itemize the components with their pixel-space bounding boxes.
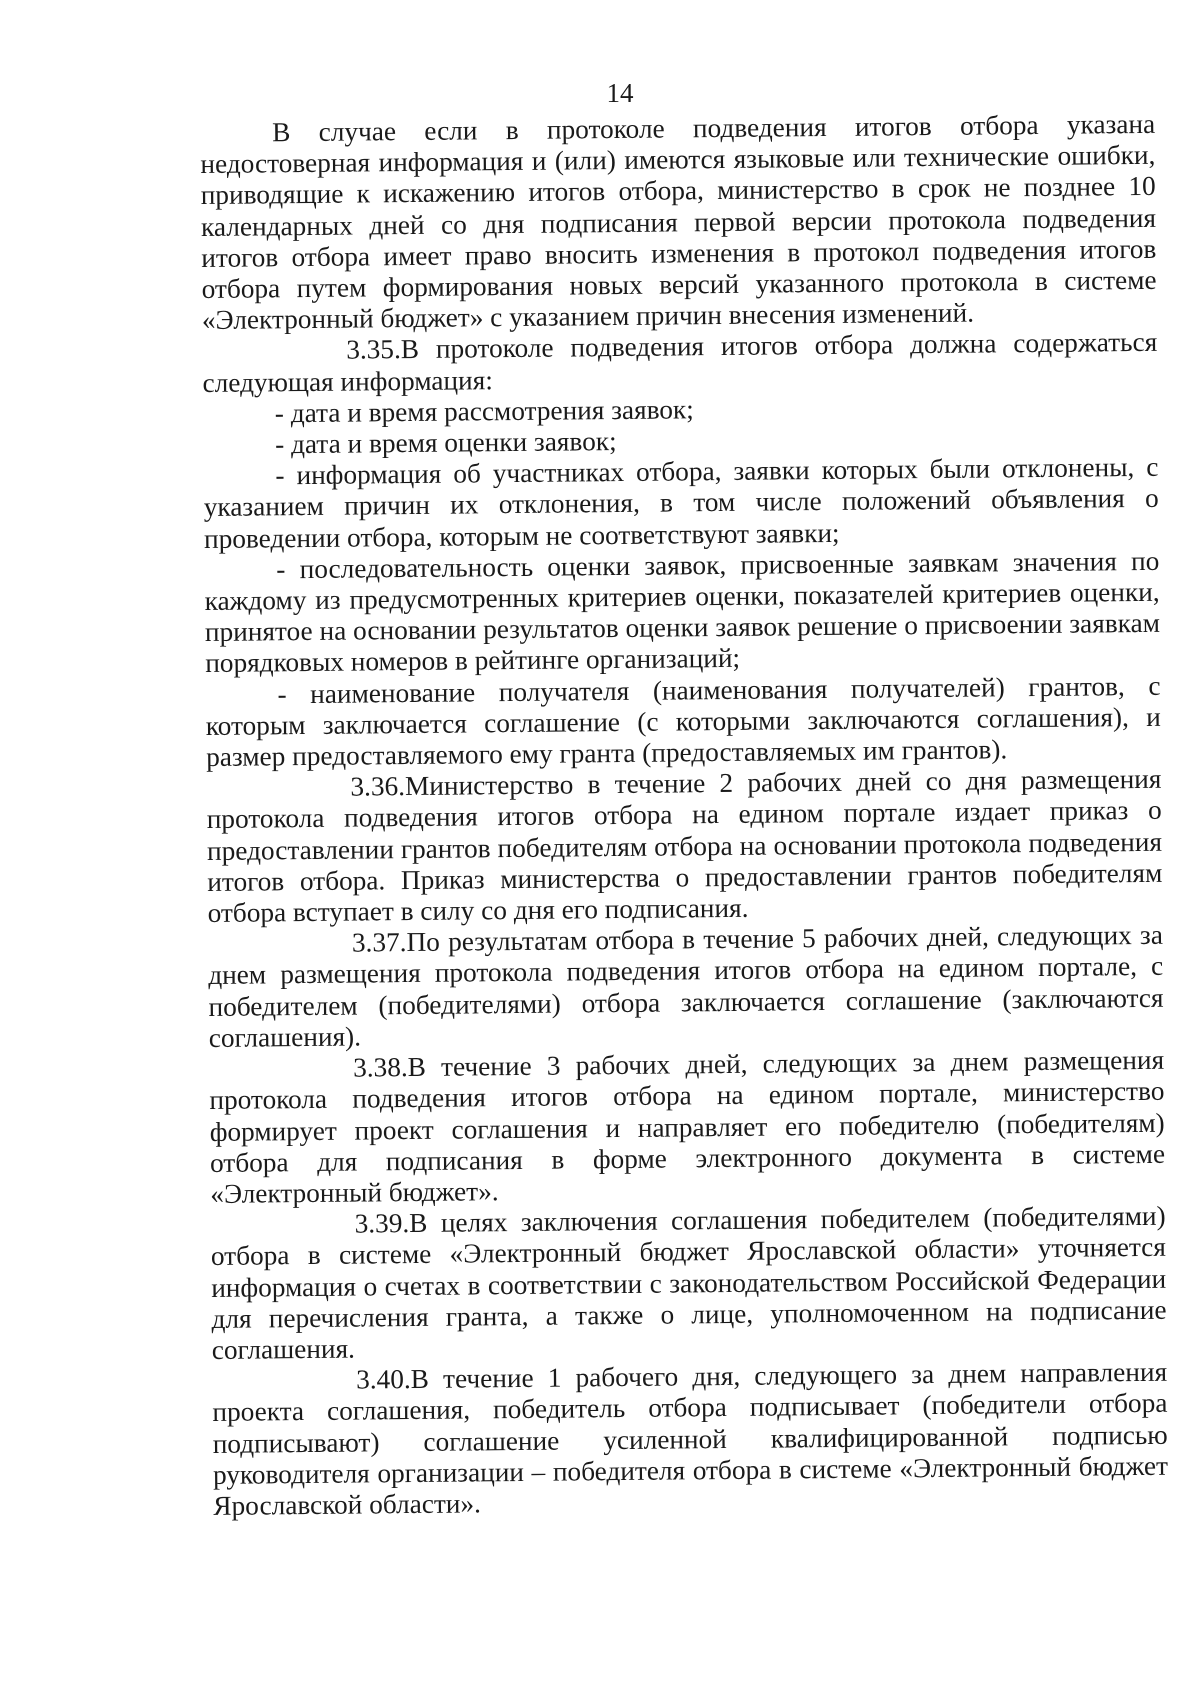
paragraph-3-40	[212, 1357, 1168, 1522]
list-item-text: - дата и время рассмотрения заявок;	[274, 394, 694, 429]
paragraph-3-35	[202, 327, 1158, 399]
paragraph-number: 3.36.	[350, 771, 406, 802]
list-item-text: - информация об участниках отбора, заявки которых были отклонены, с указанием причин их отклонения, в том числе положений объявления о проведении отбора, которым не соответствуют заявки;	[203, 452, 1159, 554]
paragraph-text: В случае если в протоколе подведения итогов отбора указана недостоверная информация и (или) имеются языковые или технические ошибки, приводящие к искажению итогов отбора, министерство в срок не позднее 10 календарных дней со дня подписания первой версии протокола подведения итогов отбора имеет право вносить изменения в протокол подведения итогов отбора путем формирования новых версий указанного протокола в системе «Электронный бюджет» с указанием причин внесения изменений.	[200, 108, 1157, 336]
paragraph-correction-note	[200, 109, 1157, 337]
paragraph-text: В течение 1 рабочего дня, следующего за днем направления проекта соглашения, победитель отбора подписывает (победители отбора подписывают) соглашение усиленной квалифицированной подписью руководителя организации – победителя отбора в системе «Электронный бюджет Ярославской области».	[212, 1356, 1169, 1521]
list-item	[205, 670, 1161, 773]
paragraph-3-36	[206, 764, 1162, 929]
paragraph-3-37	[208, 920, 1164, 1054]
document-body	[200, 109, 1168, 1522]
page-number: 14	[606, 78, 634, 108]
paragraph-number: 3.38.	[352, 1052, 408, 1083]
list-item	[204, 546, 1160, 680]
paragraph-number: 3.39.	[354, 1208, 410, 1239]
paragraph-number: 3.37.	[351, 927, 407, 958]
paragraph-text: В протоколе подведения итогов отбора должна содержаться следующая информация:	[202, 327, 1158, 398]
paragraph-3-39	[210, 1201, 1166, 1366]
list-item-text: - наименование получателя (наименования получателей) грантов, с которым заключается соглашение (с которыми заключаются соглашения), и размер предоставляемого ему гранта (предоставляемых им грантов).	[205, 670, 1161, 773]
paragraph-number: 3.35.	[346, 334, 401, 366]
paragraph-text: По результатам отбора в течение 5 рабочих дней, следующих за днем размещения протокола подведения итогов отбора на едином портале, с победителем (победителями) отбора заключается соглашение (заключаются соглашения).	[208, 920, 1164, 1053]
paragraph-text: В целях заключения соглашения победителем (победителями) отбора в системе «Электронный бюджет Ярославской области» уточняется информация о счетах в соответствии с законодательством Российской Федерации для перечисления гранта, а также о лице, уполномоченном на подписание соглашения.	[210, 1200, 1167, 1365]
paragraph-number: 3.40.	[355, 1364, 411, 1395]
list-item-text: - дата и время оценки заявок;	[274, 426, 617, 460]
paragraph-text: В течение 3 рабочих дней, следующих за днем размещения протокола подведения итогов отбора на едином портале, министерство формирует проект соглашения и направляет его победителю (победителям) отбора для подписания в форме электронного документа в системе «Электронный бюджет».	[209, 1044, 1166, 1209]
list-item-text: - последовательность оценки заявок, присвоенные заявкам значения по каждому из предусмотренных критериев оценки, показателей критериев оценки, принятое на основании результатов оценки заявок решение о присвоении заявкам порядковых номеров в рейтинге организаций;	[204, 545, 1161, 679]
list-item	[203, 452, 1159, 555]
paragraph-3-38	[209, 1045, 1165, 1210]
paragraph-text: Министерство в течение 2 рабочих дней со дня размещения протокола подведения итогов отбора на едином портале издает приказ о предоставлении грантов победителям отбора на основании протокола подведения итогов отбора. Приказ министерства о предоставлении грантов победителям отбора вступает в силу со дня его подписания.	[206, 764, 1163, 929]
